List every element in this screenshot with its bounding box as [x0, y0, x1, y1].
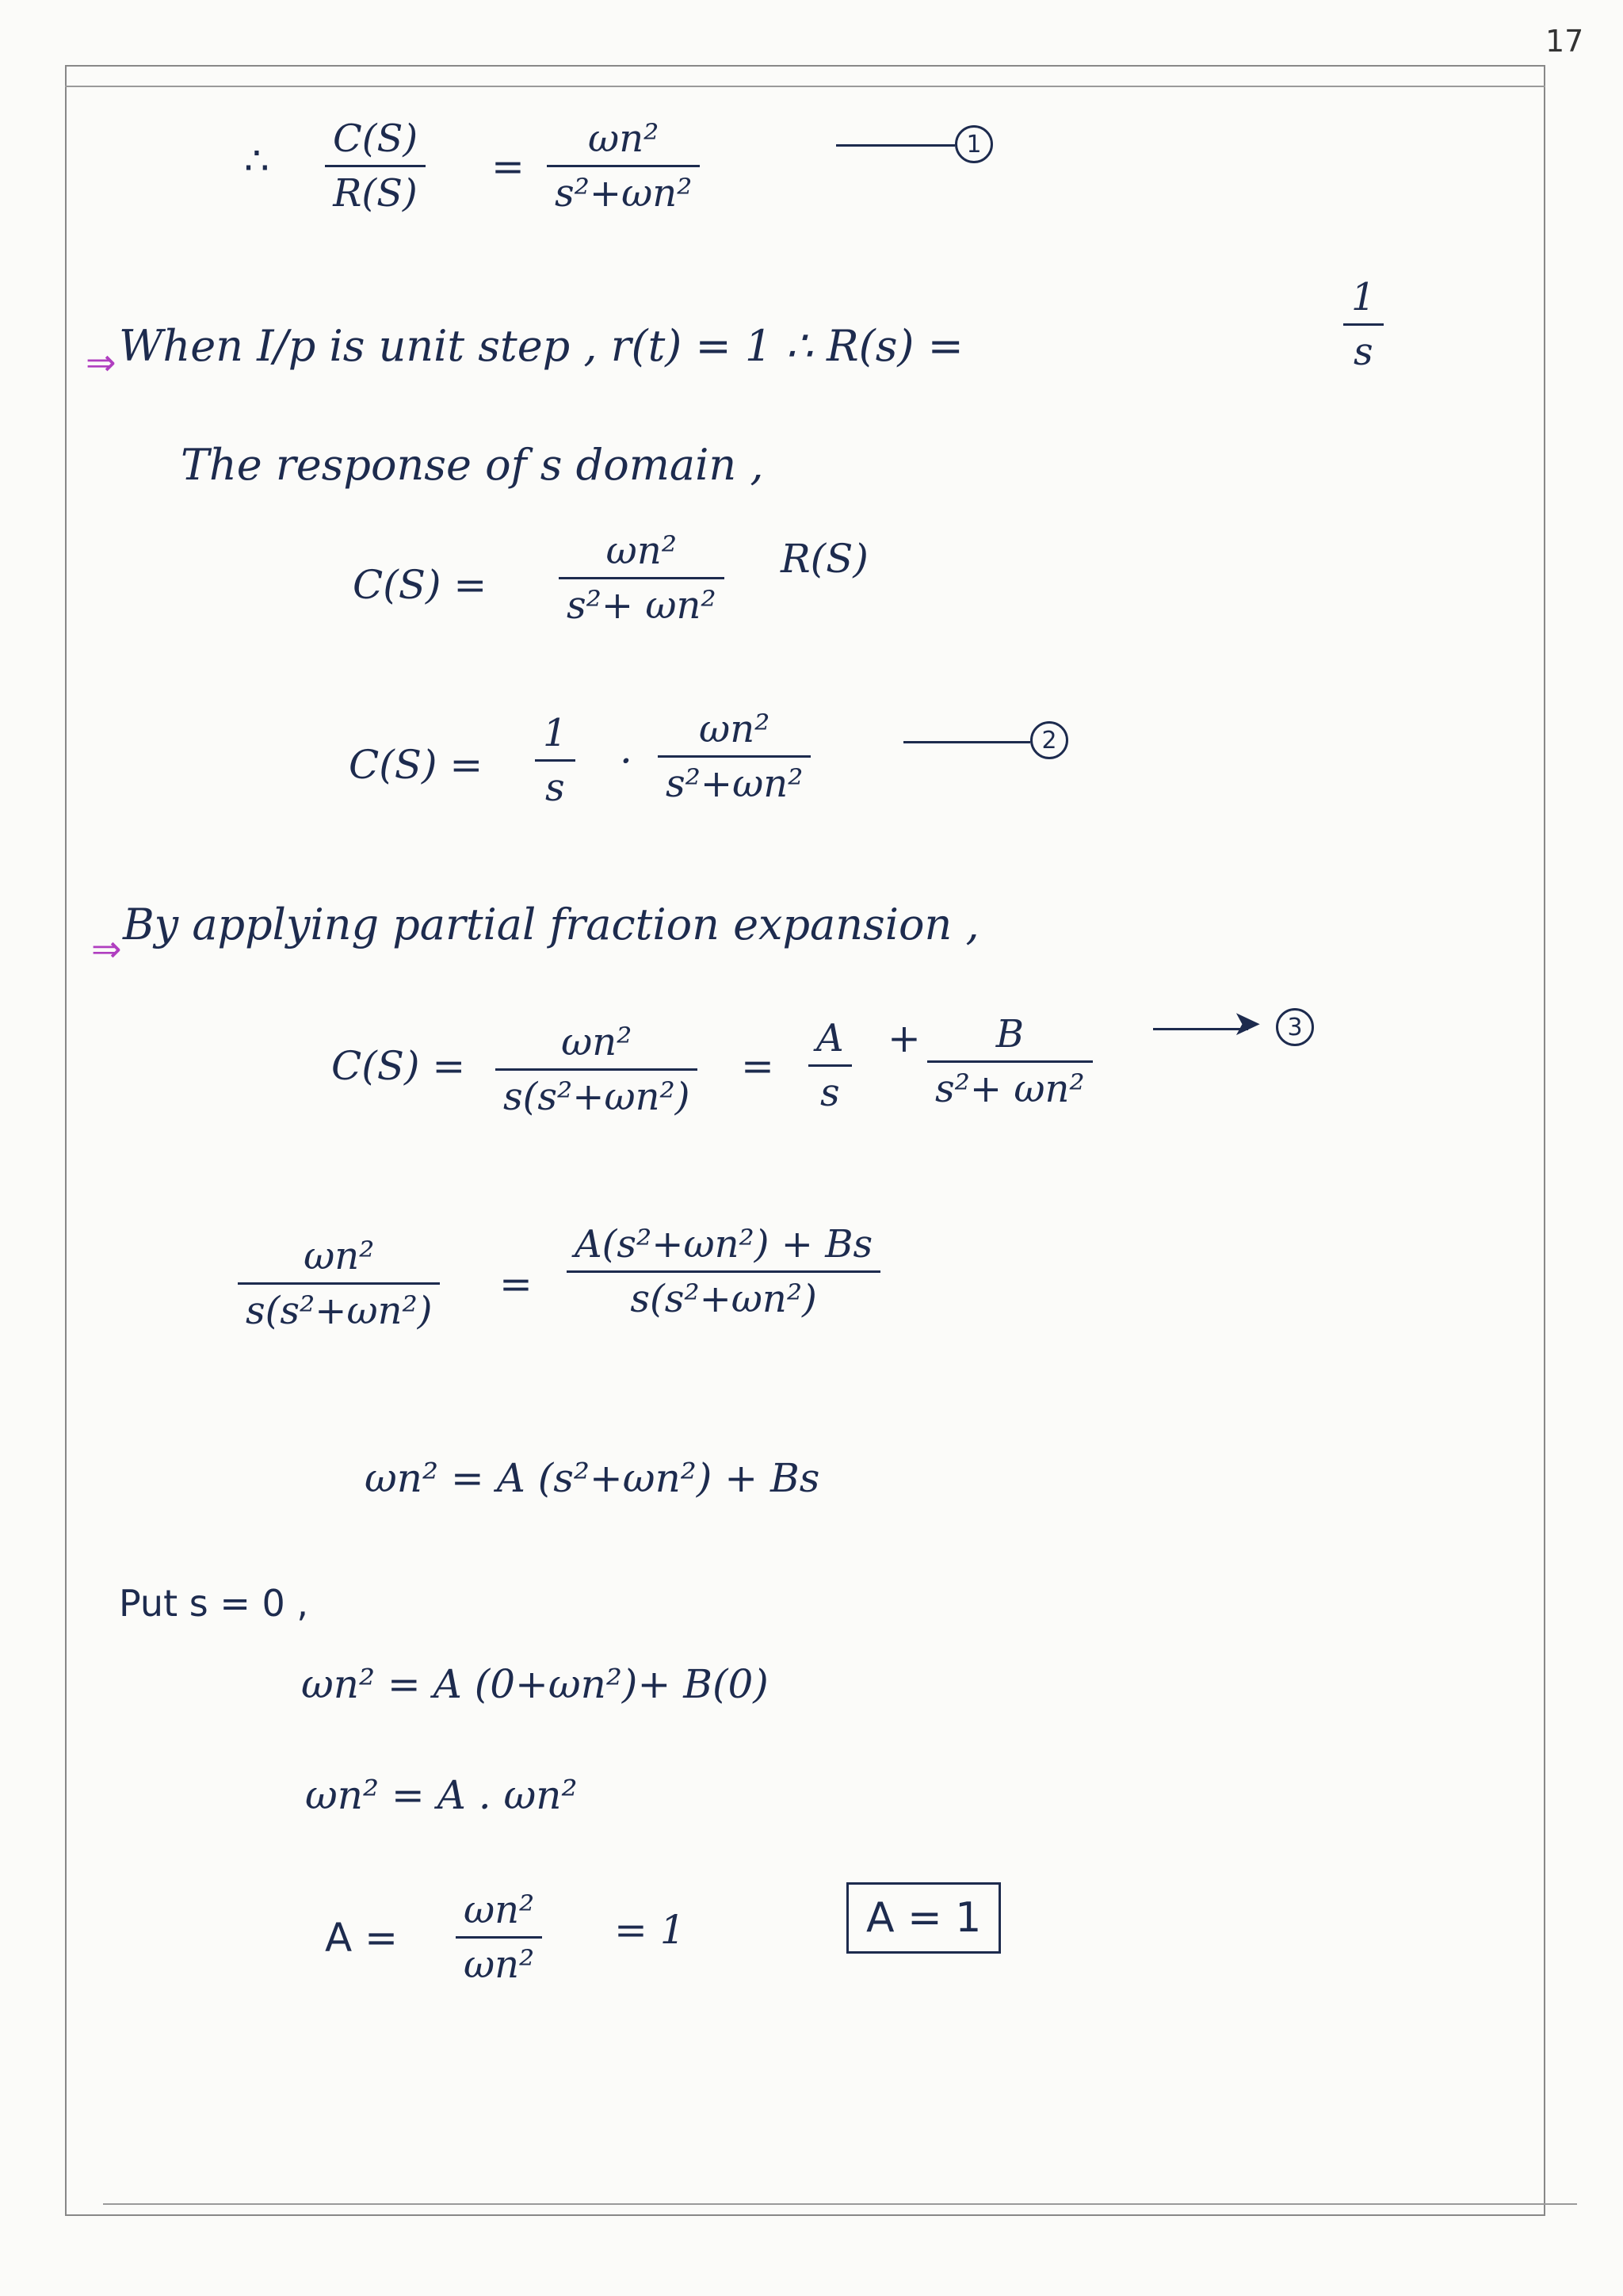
border-top-line	[65, 86, 1545, 87]
eq3-equals: =	[741, 1043, 774, 1089]
eq1-rhs-fraction	[547, 119, 700, 214]
page-number: 17	[1545, 24, 1584, 59]
eq7: ωn² = A . ωn²	[305, 1772, 578, 1818]
unit-step-statement: When I/p is unit step , r(t) = 1 ∴ R(s) =	[119, 321, 964, 371]
fraction-denominator: s²+ ωn²	[567, 583, 716, 628]
unit-step-fraction	[1343, 275, 1384, 375]
fraction-numerator: ωn²	[699, 707, 770, 751]
eq1-tag: 1	[955, 125, 993, 163]
eq2-tag: 2	[1030, 721, 1068, 759]
border-bottom-line	[103, 2203, 1577, 2205]
fraction-numerator: B	[995, 1012, 1024, 1056]
tag-leader-line	[903, 741, 1030, 743]
pink-arrow-icon: ⇒	[91, 927, 122, 970]
fraction-bar	[567, 1270, 880, 1273]
eq5: ωn² = A (s²+ωn²) + Bs	[365, 1455, 820, 1501]
eq3-fraction-b	[927, 1014, 1093, 1110]
fraction-bar	[808, 1064, 852, 1067]
fraction-denominator: s	[1353, 330, 1373, 375]
eq4-equals: =	[499, 1261, 533, 1307]
fraction-numerator: ωn²	[304, 1234, 375, 1278]
fraction-denominator: s²+ωn²	[666, 762, 804, 807]
eq3-plus: +	[888, 1015, 921, 1061]
fraction-bar	[495, 1068, 697, 1071]
fraction-bar	[1343, 323, 1384, 326]
eq8-lhs: A =	[325, 1915, 398, 1961]
eq3-lhs: C(S) =	[331, 1043, 466, 1089]
fraction-numerator: 1	[543, 711, 567, 755]
response-statement: The response of s domain ,	[181, 440, 764, 490]
fraction-denominator: s	[820, 1071, 840, 1116]
fraction-bar	[927, 1060, 1093, 1063]
tag-leader-line	[836, 144, 955, 147]
eq6: ωn² = A (0+ωn²)+ B(0)	[301, 1661, 769, 1707]
eq-c2-fraction-1	[535, 711, 575, 811]
fraction-denominator: s²+ ωn²	[935, 1067, 1085, 1112]
fraction-numerator: 1	[1351, 275, 1376, 319]
eq-c1-fraction	[559, 531, 724, 626]
arrow-head-icon: ➤	[1232, 1003, 1262, 1044]
result-box: A = 1	[846, 1882, 1001, 1954]
eq3-tag: 3	[1276, 1008, 1314, 1046]
eq4-rhs-fraction	[567, 1224, 880, 1320]
eq-c1-tail: R(S)	[781, 536, 869, 582]
fraction-denominator: s	[544, 766, 565, 811]
eq-c2-lhs: C(S) =	[349, 742, 483, 788]
fraction-numerator: A	[816, 1016, 844, 1060]
fraction-denominator: s(s²+ωn²)	[503, 1075, 690, 1120]
eq8-tail: = 1	[614, 1907, 685, 1953]
eq3-fraction-a	[808, 1018, 852, 1114]
eq-c2-dot: ·	[620, 738, 632, 784]
fraction-denominator: s(s²+ωn²)	[630, 1277, 817, 1322]
eq4-lhs-fraction	[238, 1234, 440, 1334]
eq1-equals: =	[491, 143, 525, 189]
put-s-zero: Put s = 0 ,	[119, 1582, 309, 1625]
fraction-bar	[456, 1936, 542, 1939]
therefore-symbol: ∴	[244, 138, 269, 184]
fraction-numerator: A(s²+ωn²) + Bs	[575, 1222, 873, 1266]
eq1-lhs-numerator: C(S)	[333, 117, 418, 161]
fraction-bar	[658, 755, 811, 758]
fraction-numerator: ωn²	[464, 1888, 535, 1932]
eq1-lhs-denominator: R(S)	[333, 171, 418, 216]
fraction-bar	[559, 577, 724, 579]
eq1-rhs-denominator: s²+ωn²	[555, 171, 693, 216]
partial-fraction-statement: By applying partial fraction expansion ,	[123, 900, 980, 949]
fraction-denominator: ωn²	[464, 1943, 535, 1988]
eq-c1-lhs: C(S) =	[353, 562, 487, 608]
fraction-bar	[238, 1282, 440, 1285]
fraction-bar	[547, 165, 700, 167]
fraction-bar	[535, 759, 575, 762]
eq1-rhs-numerator: ωn²	[588, 117, 659, 161]
eq-c2-fraction-2	[658, 707, 811, 807]
fraction-numerator: ωn²	[561, 1020, 632, 1064]
pink-arrow-icon: ⇒	[86, 341, 116, 384]
fraction-numerator: ωn²	[605, 529, 677, 573]
fraction-denominator: s(s²+ωn²)	[246, 1289, 433, 1334]
fraction-bar	[325, 165, 426, 167]
eq1-lhs-fraction	[325, 119, 426, 214]
eq8-fraction	[456, 1888, 542, 1988]
eq3-fraction	[495, 1020, 697, 1120]
page-border	[65, 65, 1545, 2216]
